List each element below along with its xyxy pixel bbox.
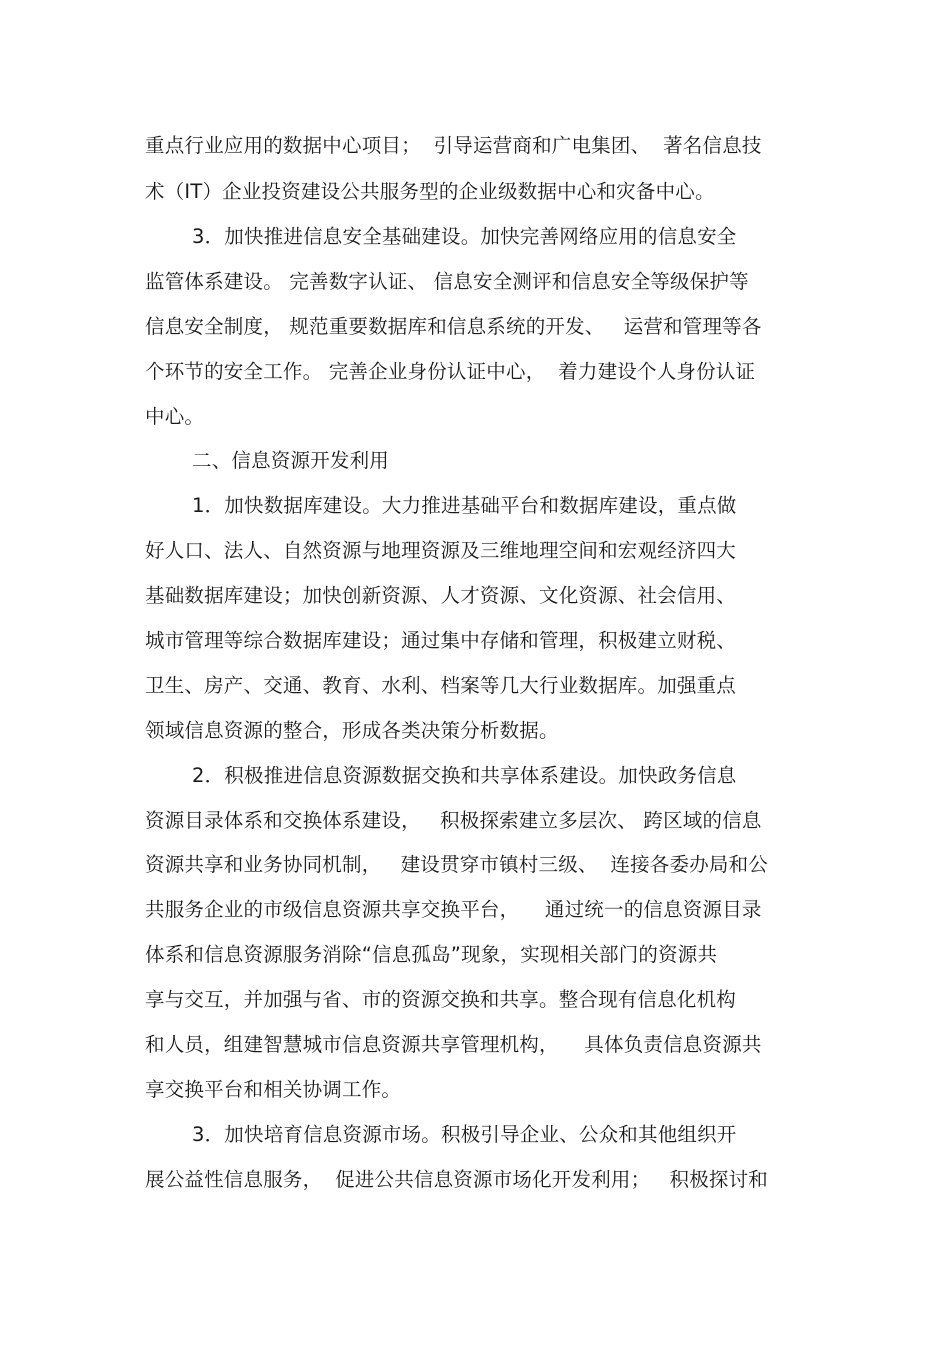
text-line: 2．积极推进信息资源数据交换和共享体系建设。加快政务信息 (192, 764, 737, 787)
text-line: 体系和信息资源服务消除“信息孤岛”现象，实现相关部门的资源共 (145, 943, 718, 966)
text-line: 好人口、法人、自然资源与地理资源及三维地理空间和宏观经济四大 (145, 539, 737, 562)
text-line: 个环节的安全工作。 完善企业身份认证中心， 着力建设个人身份认证 (145, 360, 756, 383)
text-line: 3．加快培育信息资源市场。积极引导企业、公众和其他组织开 (192, 1123, 737, 1146)
text-line: 监管体系建设。 完善数字认证、 信息安全测评和信息安全等级保护等 (145, 270, 749, 293)
text-line: 资源共享和业务协同机制， 建设贯穿市镇村三级、 连接各委办局和公 (145, 853, 768, 876)
text-line: 1．加快数据库建设。大力推进基础平台和数据库建设，重点做 (192, 494, 737, 517)
text-line: 术（IT）企业投资建设公共服务型的企业级数据中心和灾备中心。 (145, 180, 715, 203)
text-line: 信息安全制度， 规范重要数据库和信息系统的开发、 运营和管理等各 (145, 315, 762, 338)
text-line: 中心。 (145, 405, 205, 428)
section-heading: 二、信息资源开发利用 (192, 449, 390, 472)
text-line: 基础数据库建设；加快创新资源、人才资源、文化资源、社会信用、 (145, 584, 737, 607)
text-line: 展公益性信息服务， 促进公共信息资源市场化开发利用； 积极探讨和 (145, 1168, 768, 1191)
text-line: 重点行业应用的数据中心项目； 引导运营商和广电集团、 著名信息技 (145, 134, 762, 157)
text-line: 享交换平台和相关协调工作。 (145, 1078, 402, 1101)
text-line: 城市管理等综合数据库建设；通过集中存储和管理，积极建立财税、 (145, 629, 737, 652)
text-line: 3．加快推进信息安全基础建设。加快完善网络应用的信息安全 (192, 225, 737, 248)
text-line: 共服务企业的市级信息资源共享交换平台， 通过统一的信息资源目录 (145, 898, 762, 921)
text-line: 领域信息资源的整合，形成各类决策分析数据。 (145, 719, 559, 742)
text-line: 享与交互，并加强与省、市的资源交换和共享。整合现有信息化机构 (145, 988, 737, 1011)
text-line: 和人员，组建智慧城市信息资源共享管理机构， 具体负责信息资源共 (145, 1033, 762, 1056)
text-line: 资源目录体系和交换体系建设， 积极探索建立多层次、 跨区域的信息 (145, 809, 762, 832)
text-line: 卫生、房产、交通、教育、水利、档案等几大行业数据库。加强重点 (145, 674, 737, 697)
